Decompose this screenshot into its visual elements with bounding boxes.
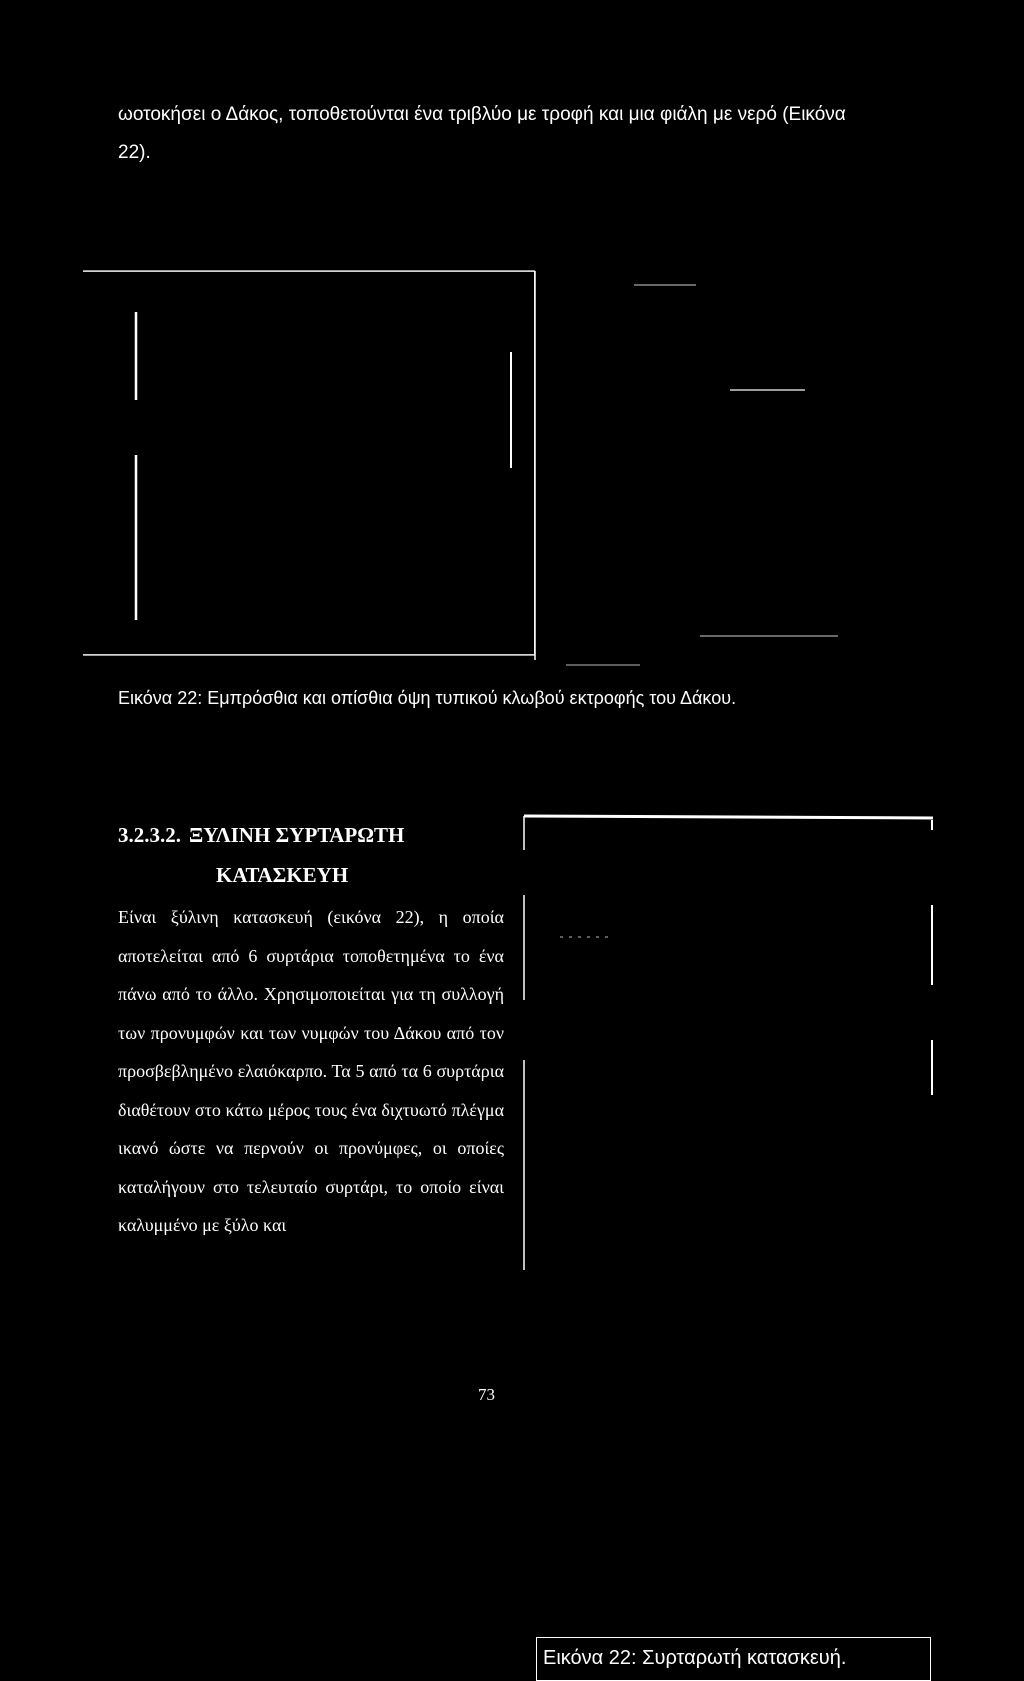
- section-title-line1: ΞΥΛΙΝΗ ΣΥΡΤΑΡΩΤΗ: [189, 823, 405, 847]
- page-number: 73: [478, 1385, 495, 1404]
- section-title-line2: ΚΑΤΑΣΚΕΥΗ: [216, 863, 349, 887]
- figure-drawer-construction: [522, 815, 934, 1623]
- section-heading: [118, 815, 508, 895]
- figure2-caption: Εικόνα 22: Συρταρωτή κατασκευή.: [536, 1637, 931, 1681]
- section-body: Είναι ξύλινη κατασκευή (εικόνα 22), η οποία αποτελείται από 6 συρτάρια τοποθετημένα το ένα πάνω από το άλλο. Χρησιμοποιείται για τη συλλογή των προνυμφών και των νυμφών του Δάκου από τον προσβεβλημένο ελαιόκαρπο. Τα 5 από τα 6 συρτάρια διαθέτουν στο κάτω μέρος τους ένα διχτυωτό πλέγμα ικανό ώστε να περνούν οι προνύμφες, οι οποίες καταλήγουν στο τελευταίο συρτάρι, το οποίο είναι καλυμμένο με ξύλο και: [118, 907, 504, 1235]
- figure1-caption: Εικόνα 22: Εμπρόσθια και οπίσθια όψη τυπικού κλωβού εκτροφής του Δάκου.: [118, 688, 737, 708]
- section-number: 3.2.3.2.: [118, 823, 181, 847]
- intro-paragraph: ωοτοκήσει ο Δάκος, τοποθετούνται ένα τριβλύο με τροφή και μια φιάλη με νερό (Εικόνα 22).: [118, 104, 846, 163]
